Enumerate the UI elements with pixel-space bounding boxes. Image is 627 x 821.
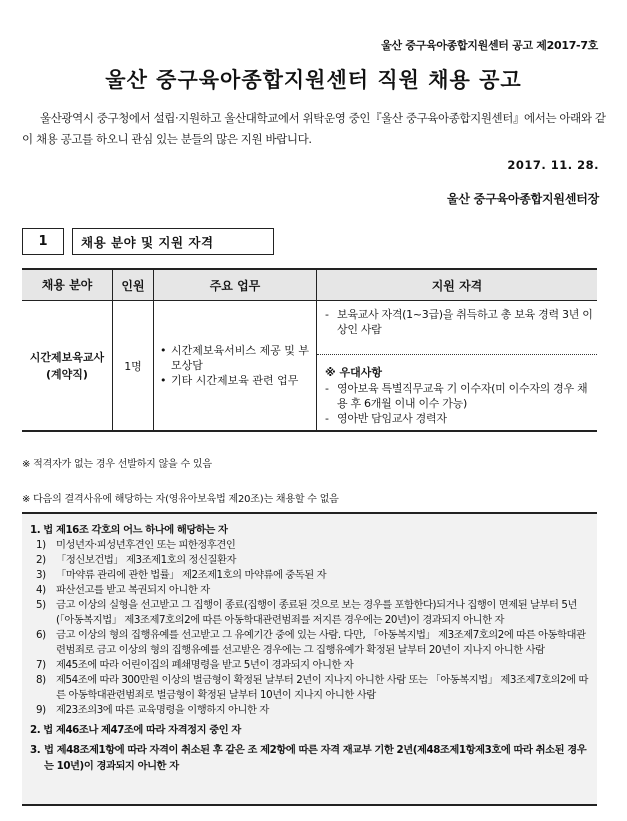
list-item [30, 703, 591, 718]
list-text: 금고 이상의 실형을 선고받고 그 집행이 종료(집행이 종료된 것으로 보는 경우를 포함한다)되거나 집행이 면제된 날부터 5년(「아동복지법」 제3조제7호의2에 따른 아동학대관련범죄를 저지른 경우에는 20년)이 경과되지 아니한 자 [56, 599, 577, 626]
page-title: 울산 중구육아종합지원센터 직원 채용 공고 [105, 68, 522, 92]
list-number: 7) [36, 659, 46, 671]
preferred-item: - 영아반 담임교사 경력자 [325, 411, 593, 426]
list-number: 2) [36, 554, 46, 566]
preferred-label: ※ 우대사항 [325, 366, 383, 379]
list-item [30, 553, 591, 568]
section-title: 채용 분야 및 지원 자격 [72, 228, 274, 255]
preferred-item: - 영아보육 특별직무교육 기 이수자(미 이수자의 경우 채용 후 6개월 이내 이수 가능) [325, 381, 593, 411]
notice-date: 2017. 11. 28. [507, 158, 599, 172]
disqualification-item-2: 2. 법 제46조나 제47조에 따라 자격정지 중인 자 [30, 724, 241, 736]
disqualification-item-3 [30, 742, 591, 774]
recruitment-table [22, 268, 597, 432]
list-text: 미성년자·피성년후견인 또는 피한정후견인 [56, 539, 236, 551]
disqualification-item-1: 1. 법 제16조 각호의 어느 하나에 해당하는 자 [30, 524, 228, 536]
list-number: 3) [36, 569, 46, 581]
issuer-name: 울산 중구육아종합지원센터장 [446, 192, 599, 206]
notice-number: 울산 중구육아종합지원센터 공고 제2017-7호 [381, 39, 598, 52]
list-item [30, 538, 591, 553]
list-number: 6) [36, 629, 46, 641]
disqualification-box [22, 512, 597, 806]
qualification-item: - 보육교사 자격(1~3급)을 취득하고 총 보육 경력 3년 이상인 사람 [325, 307, 593, 337]
list-text: 「정신보건법」 제3조제1호의 정신질환자 [56, 554, 236, 566]
table-header-row [22, 269, 597, 301]
field-cell [22, 301, 113, 432]
field-name: 시간제보육교사 [29, 350, 105, 364]
header-field: 채용 분야 [22, 269, 113, 301]
qualification-cell [317, 301, 598, 432]
list-number: 8) [36, 674, 46, 686]
list-item [30, 673, 591, 703]
list-text: 파산선고를 받고 복권되지 아니한 자 [56, 584, 210, 596]
qualification-main [317, 301, 597, 355]
preferred-section [317, 355, 597, 430]
list-item [30, 598, 591, 628]
duty-item: • 시간제보육서비스 제공 및 부모상담 [160, 343, 312, 373]
count-cell: 1명 [113, 301, 154, 432]
list-text: 제23조의3에 따른 교육명령을 이행하지 아니한 자 [56, 704, 269, 716]
list-item [30, 628, 591, 658]
section-header [22, 228, 274, 255]
header-count: 인원 [113, 269, 154, 301]
section-number: 1 [22, 228, 64, 255]
list-text: 제45조에 따라 어린이집의 폐쇄명령을 받고 5년이 경과되지 아니한 자 [56, 659, 354, 671]
list-text: 금고 이상의 형의 집행유예를 선고받고 그 유예기간 중에 있는 사람. 다만, 「아동복지법」 제3조제7호의2에 따른 아동학대관련범죄로 금고 이상의 형의 집행유예를 선고받은 경우에는 그 집행유예가 확정된 날부터 20년이 지나지 아니한 사람 [56, 629, 586, 656]
note-disqualification-intro: ※ 다음의 결격사유에 해당하는 자(영유아보육법 제20조)는 채용할 수 없음 [22, 494, 339, 505]
duties-cell [154, 301, 317, 432]
list-text: 제54조에 따라 300만원 이상의 벌금형이 확정된 날부터 2년이 지나지 아니한 사람 또는 「아동복지법」 제3조제7호의2에 따른 아동학대관련범죄로 벌금형이 확정된 날부터 10년이 지나지 아니한 사람 [56, 674, 588, 701]
list-item [30, 568, 591, 583]
list-item [30, 658, 591, 673]
field-type: (계약직) [46, 367, 88, 381]
note-no-qualified: ※ 적격자가 없는 경우 선발하지 않을 수 있음 [22, 459, 212, 470]
list-text: 법 제48조제1항에 따라 자격이 취소된 후 같은 조 제2항에 따른 자격 재교부 기한 2년(제48조제1항제3호에 따라 취소된 경우는 10년)이 경과되지 아니한 자 [44, 744, 587, 772]
list-number: 5) [36, 599, 46, 611]
list-number: 9) [36, 704, 46, 716]
list-text: 「마약류 관리에 관한 법률」 제2조제1호의 마약류에 중독된 자 [56, 569, 327, 581]
intro-paragraph: 울산광역시 중구청에서 설립·지원하고 울산대학교에서 위탁운영 중인『울산 중구육아종합지원센터』에서는 아래와 같이 채용 공고를 하오니 관심 있는 분들의 많은 지원 바랍니다. [22, 111, 606, 146]
duties-list [154, 343, 316, 388]
list-number: 4) [36, 584, 46, 596]
table-row [22, 301, 597, 432]
header-duties: 주요 업무 [154, 269, 317, 301]
list-item [30, 583, 591, 598]
list-number: 1) [36, 539, 46, 551]
list-number: 3. [30, 744, 41, 756]
header-qualification: 지원 자격 [317, 269, 598, 301]
duty-item: • 기타 시간제보육 관련 업무 [160, 373, 312, 388]
